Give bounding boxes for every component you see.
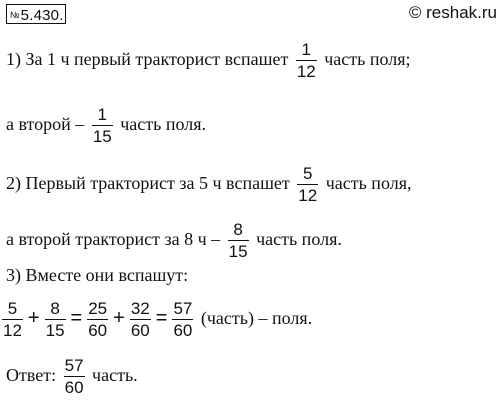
numerator: 25 (88, 299, 108, 318)
answer-label: Ответ: (6, 364, 57, 385)
fraction-8-15 (45, 299, 66, 340)
numerator: 1 (301, 40, 312, 59)
fraction-bar (172, 319, 193, 320)
fraction-25-60 (87, 299, 108, 340)
step2-line1 (6, 164, 411, 205)
numerator: 5 (7, 299, 18, 318)
numerator: 8 (233, 220, 243, 239)
numerator: 8 (50, 299, 60, 318)
fraction-bar (64, 376, 85, 377)
fraction-57-60 (64, 356, 85, 397)
equals-sign: = (70, 306, 83, 329)
plus-sign: + (113, 306, 125, 329)
fraction-bar (2, 319, 23, 320)
denominator: 15 (228, 242, 248, 262)
fraction-bar (92, 125, 113, 126)
site-watermark: © reshak.ru (408, 3, 497, 22)
step2-line1-text: 2) Первый тракторист за 5 ч вспашет (6, 172, 290, 193)
step2-line2-tail: часть поля. (256, 228, 342, 249)
denominator: 15 (45, 321, 65, 341)
fraction-1-15 (92, 105, 113, 146)
step2-line1-tail: часть поля, (325, 172, 412, 193)
numerator: 1 (97, 105, 107, 124)
fraction-bar (296, 60, 317, 61)
problem-number-badge (6, 4, 66, 24)
step2-line2-text: а второй тракторист за 8 ч – (6, 228, 221, 249)
step3-equation (2, 299, 312, 340)
answer-line (6, 356, 138, 397)
numerator: 57 (64, 356, 84, 375)
denominator: 60 (64, 378, 84, 398)
denominator: 12 (3, 321, 22, 341)
fraction-bar (87, 319, 108, 320)
step2-line2 (6, 220, 342, 261)
step1-line2-tail: часть поля. (120, 113, 206, 134)
denominator: 60 (88, 321, 108, 341)
denominator: 60 (130, 321, 150, 341)
step1-line1-text: 1) За 1 ч первый тракторист вспашет (6, 48, 289, 69)
step3-heading: 3) Вместе они вспашут: (6, 265, 189, 285)
fraction-bar (228, 240, 249, 241)
step1-line2 (6, 105, 206, 146)
equals-sign: = (155, 306, 168, 329)
number-sign: № (10, 10, 20, 20)
denominator: 60 (173, 321, 193, 341)
fraction-bar (45, 319, 66, 320)
step1-line1 (6, 40, 411, 81)
numerator: 5 (303, 164, 313, 183)
fraction-1-12 (296, 40, 317, 81)
step1-line1-tail: часть поля; (324, 48, 411, 69)
denominator: 15 (92, 127, 112, 147)
fraction-57-60 (172, 299, 193, 340)
problem-number: 5.430. (20, 7, 64, 24)
fraction-5-12 (2, 299, 23, 340)
fraction-5-12 (297, 164, 318, 205)
step1-line2-text: а второй – (6, 113, 85, 134)
plus-sign: + (27, 306, 40, 329)
fraction-bar (130, 319, 151, 320)
fraction-32-60 (130, 299, 151, 340)
numerator: 32 (130, 299, 150, 318)
answer-tail: часть. (92, 364, 138, 385)
step3-tail: (часть) – поля. (200, 307, 313, 328)
fraction-bar (297, 184, 318, 185)
denominator: 12 (296, 62, 316, 82)
numerator: 57 (173, 299, 193, 318)
denominator: 12 (298, 186, 318, 206)
fraction-8-15 (228, 220, 249, 261)
